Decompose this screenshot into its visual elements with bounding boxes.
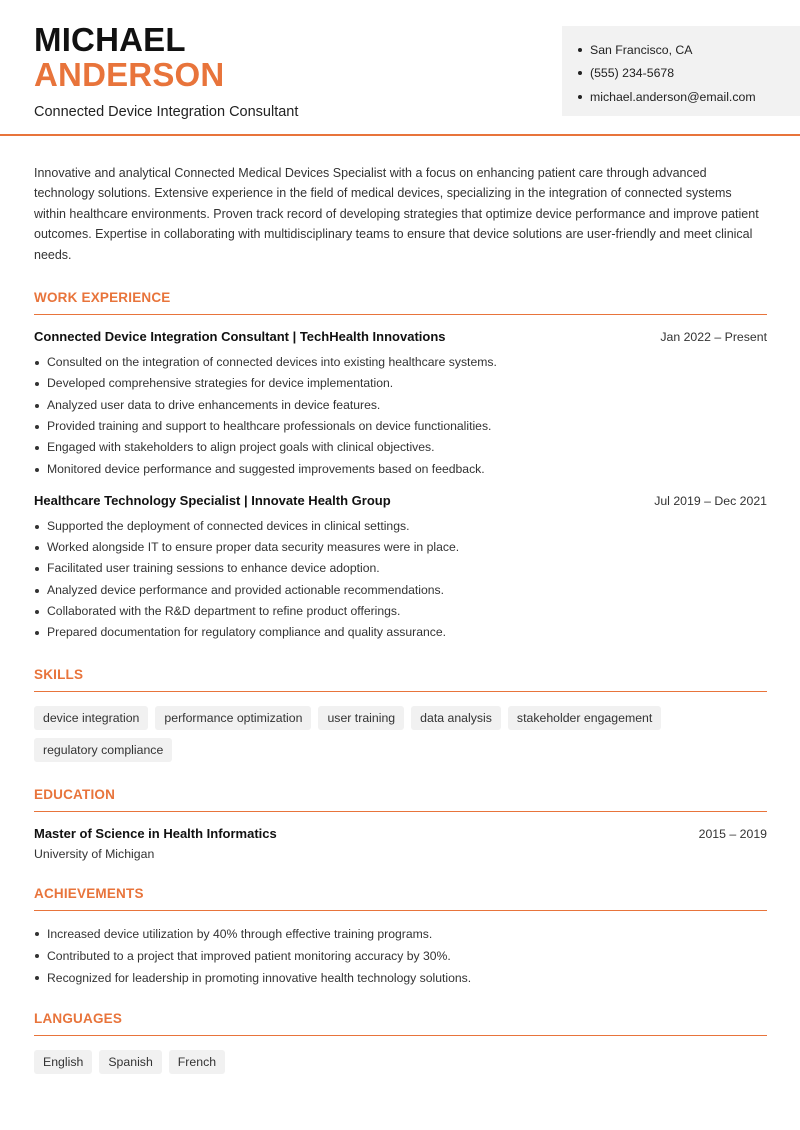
job-entry (34, 329, 767, 480)
section-title-languages: LANGUAGES (34, 1011, 767, 1036)
list-item-text: Recognized for leadership in promoting innovative health technology solutions. (47, 970, 472, 985)
list-item-text: Consulted on the integration of connected devices into existing healthcare systems. (47, 355, 497, 370)
resume-header (0, 0, 800, 136)
language-tag: French (169, 1050, 225, 1074)
job-date: Jul 2019 – Dec 2021 (654, 493, 767, 508)
list-item (34, 580, 767, 601)
bullet-icon (35, 631, 39, 635)
list-item-text: Analyzed user data to drive enhancements in device features. (47, 397, 381, 412)
list-item (34, 537, 767, 558)
list-item (34, 437, 767, 458)
list-item (34, 558, 767, 579)
skill-tag: stakeholder engagement (508, 706, 661, 730)
bullet-icon (35, 382, 39, 386)
contact-email (578, 85, 800, 109)
job-bullets (34, 352, 767, 480)
bullet-icon (35, 610, 39, 614)
list-item (34, 459, 767, 480)
bullet-icon (35, 525, 39, 529)
list-item (34, 395, 767, 416)
language-tags (34, 1050, 767, 1074)
skill-tag: user training (318, 706, 404, 730)
bullet-icon (578, 48, 582, 52)
skills-section (34, 667, 767, 762)
bullet-icon (578, 71, 582, 75)
achievement-bullets (34, 923, 767, 989)
list-item (34, 601, 767, 622)
contact-phone-text: (555) 234-5678 (590, 66, 675, 81)
contact-location-text: San Francisco, CA (590, 42, 693, 57)
list-item (34, 967, 767, 989)
education-header (34, 826, 767, 841)
languages-section (34, 1011, 767, 1074)
education-school: University of Michigan (34, 846, 155, 861)
list-item-text: Collaborated with the R&D department to refine product offerings. (47, 604, 401, 618)
bullet-icon (35, 404, 39, 408)
achievements-section (34, 886, 767, 989)
bullet-icon (35, 361, 39, 365)
list-item-text: Prepared documentation for regulatory compliance and quality assurance. (47, 625, 447, 640)
job-bullets (34, 516, 767, 644)
list-item-text: Analyzed device performance and provided actionable recommendations. (47, 582, 445, 597)
list-item (34, 352, 767, 373)
job-header (34, 493, 767, 508)
section-title-achievements: ACHIEVEMENTS (34, 886, 767, 911)
list-item-text: Supported the deployment of connected devices in clinical settings. (47, 518, 410, 533)
list-item-text: Engaged with stakeholders to align project goals with clinical objectives. (47, 440, 435, 455)
contact-box (562, 26, 800, 116)
name-block (34, 22, 298, 120)
bullet-icon (35, 932, 39, 936)
list-item (34, 945, 767, 967)
list-item (34, 373, 767, 394)
list-item-text: Worked alongside IT to ensure proper data security measures were in place. (47, 540, 460, 555)
section-title-education: EDUCATION (34, 787, 767, 812)
list-item-text: Contributed to a project that improved patient monitoring accuracy by 30%. (47, 948, 451, 963)
resume-content (34, 163, 767, 1074)
section-title-skills: SKILLS (34, 667, 767, 692)
bullet-icon (35, 468, 39, 472)
language-tag: English (34, 1050, 92, 1074)
language-tag: Spanish (99, 1050, 161, 1074)
job-date: Jan 2022 – Present (660, 330, 767, 345)
bullet-icon (35, 446, 39, 450)
job-title: Connected Device Integration Consultant (34, 104, 299, 120)
job-header (34, 329, 767, 344)
list-item (34, 416, 767, 437)
last-name: ANDERSON (34, 56, 225, 93)
job-role: Connected Device Integration Consultant | TechHealth Innovations (34, 329, 446, 345)
section-title-experience: WORK EXPERIENCE (34, 290, 767, 315)
bullet-icon (578, 95, 582, 99)
summary-text: Innovative and analytical Connected Medical Devices Specialist with a focus on enhancing patient care through advanced technology solutions. Extensive experience in the field of medical devices, specializing in the integration of connected systems within healthcare environments. Proven track record of developing strategies that optimize device performance and improve patient outcomes. Expertise in collaborating with multidisciplinary teams to ensure that device solutions are user-friendly and meet clinical needs. (34, 166, 759, 262)
bullet-icon (35, 567, 39, 571)
skill-tag: data analysis (411, 706, 501, 730)
bullet-icon (35, 546, 39, 550)
education-date: 2015 – 2019 (698, 826, 767, 841)
bullet-icon (35, 425, 39, 429)
bullet-icon (35, 976, 39, 980)
list-item (34, 516, 767, 537)
work-experience-section (34, 290, 767, 644)
contact-email-text: michael.anderson@email.com (590, 89, 756, 104)
list-item (34, 923, 767, 945)
list-item-text: Monitored device performance and suggested improvements based on feedback. (47, 461, 485, 476)
list-item-text: Provided training and support to healthcare professionals on device functionalities. (47, 418, 492, 433)
contact-location (578, 38, 800, 62)
contact-phone (578, 62, 800, 86)
skills-tags (34, 706, 767, 762)
job-entry (34, 493, 767, 644)
skill-tag: regulatory compliance (34, 738, 172, 762)
skill-tag: device integration (34, 706, 148, 730)
skill-tag: performance optimization (155, 706, 311, 730)
list-item-text: Facilitated user training sessions to enhance device adoption. (47, 561, 380, 576)
bullet-icon (35, 589, 39, 593)
list-item-text: Developed comprehensive strategies for device implementation. (47, 376, 394, 391)
job-role: Healthcare Technology Specialist | Innovate Health Group (34, 492, 391, 508)
education-section (34, 787, 767, 861)
list-item (34, 622, 767, 643)
bullet-icon (35, 954, 39, 958)
list-item-text: Increased device utilization by 40% through effective training programs. (47, 926, 433, 941)
first-name: MICHAEL (34, 21, 186, 58)
education-degree: Master of Science in Health Informatics (34, 825, 277, 841)
